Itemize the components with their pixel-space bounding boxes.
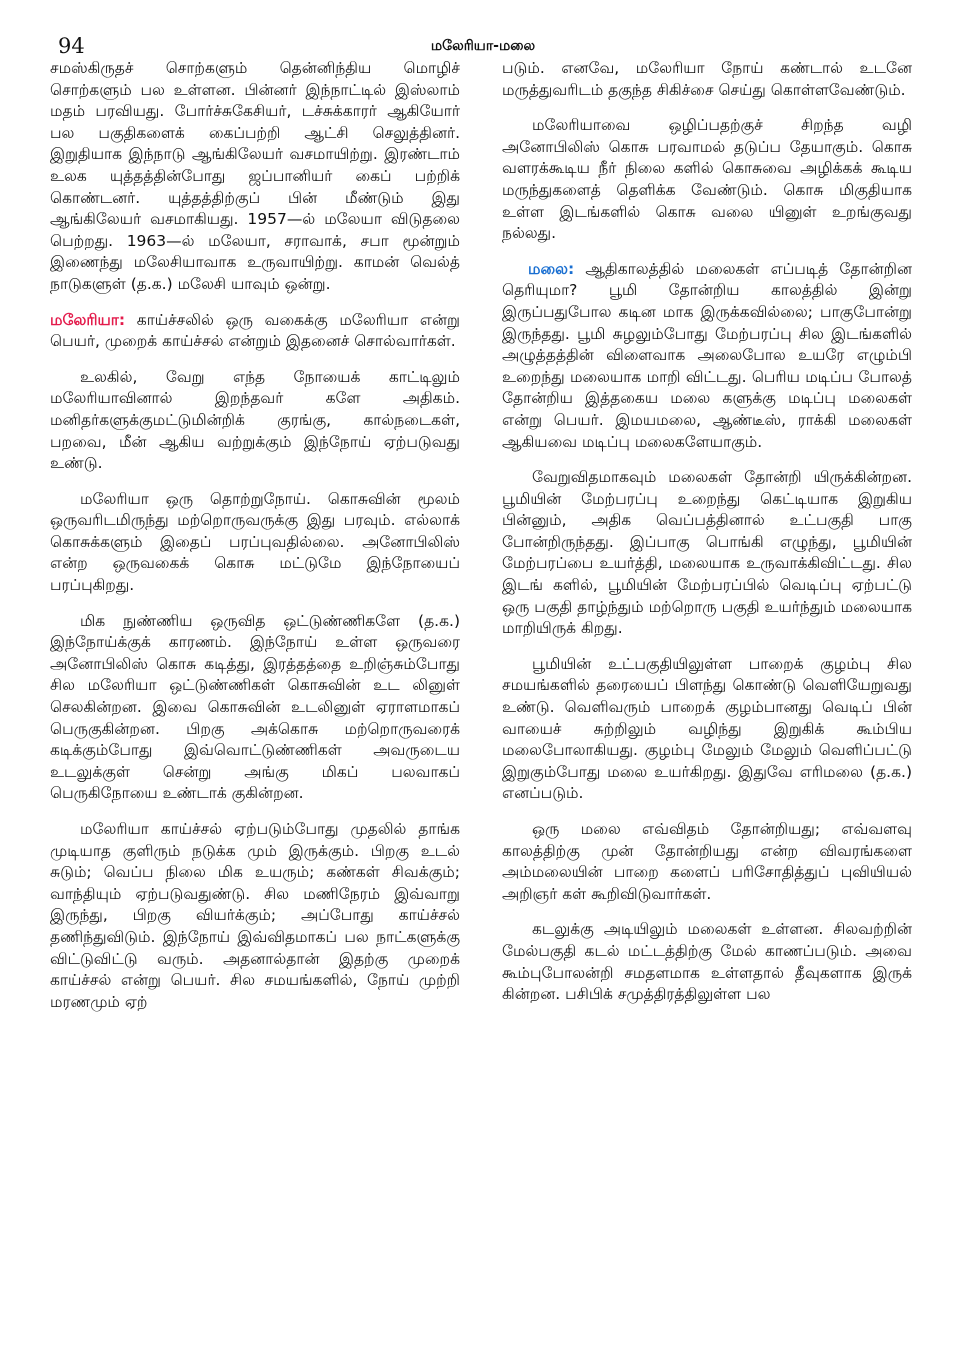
- running-head: மலேரியா-மலை: [430, 38, 536, 54]
- paragraph-mountain-age: ஒரு மலை எவ்விதம் தோன்றியது; எவ்வளவு காலத்திற்கு முன் தோன்றியது என்ற விவரங்களை அம்மலையின் பாறை களைப் பரிசோதித்துப் புவியியல் அறிஞர் கள் கூறிவிடுவார்கள்.: [502, 820, 912, 903]
- paragraph-volcano: பூமியின் உட்பகுதியிலுள்ள பாறைக் குழம்பு சில சமயங்களில் தரையைப் பிளந்து கொண்டு வெளியேறுவது உண்டு. வெளிவரும் பாறைக் குழம்பானது வெடிப் பின் வாயைச் சுற்றிலும் வழிந்து இறுகிக் கூம்பிய மலைபோலாகியது. குழம்பு மேலும் மேலும் வெளிப்பட்டு இறுகும்போது மலை உயர்கிறது. இதுவே எரிமலை (த.க.) எனப்படும்.: [502, 654, 912, 803]
- paragraph-malaria-parasites: மிக நுண்ணிய ஒருவித ஒட்டுண்ணிகளே (த.க.) இந்நோய்க்குக் காரணம். இந்நோய் உள்ள ஒருவரை அனோபிலிஸ் கொசு கடித்து, இரத்தத்தை உறிஞ்சும்போது சில மலேரியா ஒட்டுண்ணிகள் கொசுவின் உட லினுள் செலகின்றன. இவை கொசுவின் உடலினுள் ஏராளமாகப் பெருகுகின்றன. பிறகு அக்கொசு மற்றொருவரைக் கடிக்கும்போது இவ்வொட்டுண்ணிகள் அவருடைய உடலுக்குள் சென்று அங்கு மிகப் பலவாகப் பெருகிநோயை உண்டாக் குகின்றன.: [50, 611, 460, 803]
- entry-malaria-intro: [50, 310, 460, 353]
- entry-malai-intro: [502, 259, 912, 453]
- page-number: 94: [58, 34, 85, 58]
- entry-malai-intro-text: ஆதிகாலத்தில் மலைகள் எப்படித் தோன்றின தெரியுமா? பூமி தோன்றிய காலத்தில் இன்று இருப்பதுபோல கடின மாக இருக்கவில்லை; பாகுபோன்று இருந்தது. பூமி சுழலும்போது மேற்பரப்பு சில இடங்களில் அழுத்தத்தின் விளைவாக அலைபோல உயரே எழும்பி உறைந்து மலையாக மாறி விட்டது. பெரிய மடிப்ப போலத் தோன்றிய இத்தகைய மலை களுக்கு மடிப்பு மலைகள் என்று பெயர். இமயமலை, ஆண்டீஸ், ராக்கி மலைகள் ஆகியவை மடிப்பு மலைகளேயாகும்.: [502, 259, 912, 451]
- paragraph-malaria-contagion: மலேரியா ஒரு தொற்றுநோய். கொசுவின் மூலம் ஒருவரிடமிருந்து மற்றொருவருக்கு இது பரவும். எல்லாக் கொசுக்களும் இதைப் பரப்புவதில்லை. அனோபிலிஸ் என்ற ஒருவகைக் கொசு மட்டுமே இந்நோயைப் பரப்புகிறது.: [50, 489, 460, 595]
- paragraph-malaria-treatment: படும். எனவே, மலேரியா நோய் கண்டால் உடனே மருத்துவரிடம் தகுந்த சிகிச்சை செய்து கொள்ளவேண்டும்.: [502, 59, 912, 99]
- paragraph-malaria-symptoms: மலேரியா காய்ச்சல் ஏற்படும்போது முதலில் தாங்க முடியாத குளிரும் நடுக்க மும் இருக்கும். பிறகு உடல் சுடும்; வெப்ப நிலை மிக உயரும்; கண்கள் சிவக்கும்; வாந்தியும் ஏற்படுவதுண்டு. சில மணிநேரம் இவ்வாறு இருந்து, பிறகு வியர்க்கும்; அப்போது காய்ச்சல் தணிந்துவிடும். இந்நோய் இவ்விதமாகப் பல நாட்களுக்கு விட்டுவிட்டு வரும். அதனால்தான் இதற்கு முறைக் காய்ச்சல் என்று பெயர். சில சமயங்களில், நோய் முற்றி மரணமும் ஏற்: [50, 820, 460, 1011]
- right-column: [502, 58, 912, 1348]
- paragraph-mountain-formation: வேறுவிதமாகவும் மலைகள் தோன்றி யிருக்கின்றன. பூமியின் மேற்பரப்பு உறைந்து கெட்டியாக இறுகிய பின்னும், அதிக வெப்பத்தினால் உட்பகுதி பாகு போன்றிருந்தது. இப்பாகு பொங்கி எழுந்து, பூமியின் மேற்பரப்பை உயர்த்தி, மலையாக உருவாக்கிவிட்டது. சில இடங் களில், பூமியின் மேற்பரப்பில் வெடிப்பு ஏற்பட்டு ஒரு பகுதி தாழ்ந்தும் மற்றொரு பகுதி உயர்ந்தும் மலையாக மாறியிருக் கிறது.: [502, 468, 912, 638]
- paragraph-malaria-prevention: மலேரியாவை ஒழிப்பதற்குச் சிறந்த வழி அனோபிலிஸ் கொசு பரவாமல் தடுப்ப தேயாகும். கொசு வளரக்கூடிய நீர் நிலை களில் கொசுவை அழிக்கக் கூடிய மருந்துகளைத் தெளிக்க வேண்டும். கொசு மிகுதியாக உள்ள இடங்களில் கொசு வலை யினுள் உறங்குவது நல்லது.: [502, 116, 912, 243]
- entry-heading-malaria: மலேரியா:: [50, 310, 126, 329]
- entry-heading-malai: மலை:: [528, 259, 575, 278]
- entry-malaria-intro-text: காய்ச்சலில் ஒரு வகைக்கு மலேரியா என்று பெயர், முறைக் காய்ச்சல் என்றும் இதனைச் சொல்வார்கள்.: [50, 310, 460, 351]
- left-column: [50, 58, 460, 1348]
- paragraph-undersea-mountains: கடலுக்கு அடியிலும் மலைகள் உள்ளன. சிலவற்றின் மேல்பகுதி கடல் மட்டத்திற்கு மேல் காணப்படும். அவை கூம்புபோலன்றி சமதளமாக உள்ளதால் தீவுகளாக இருக் கின்றன. பசிபிக் சமுத்திரத்திலுள்ள பல: [502, 920, 912, 1004]
- paragraph-malaysia-continued: சமஸ்கிருதச் சொற்களும் தென்னிந்திய மொழிச் சொற்களும் பல உள்ளன. பின்னர் இந்நாட்டில் இஸ்லாம் மதம் பரவியது. போர்ச்சுகேசியர், டச்சுக்காரர் ஆகியோர் பல பகுதிகளைக் கைப்பற்றி ஆட்சி செலுத்தினர். இறுதியாக இந்நாடு ஆங்கிலேயர் வசமாயிற்று. இரண்டாம் உலக யுத்தத்தின்போது ஜப்பானியர் கைப் பற்றிக் கொண்டனர். யுத்தத்திற்குப் பின் மீண்டும் இது ஆங்கிலேயர் வசமாகியது. 1957—ல் மலேயா விடுதலை பெற்றது. 1963—ல் மலேயா, சராவாக், சபா மூன்றும் இணைந்து மலேசியாவாக உருவாயிற்று. காமன் வெல்த் நாடுகளுள் (த.க.) மலேசி யாவும் ஒன்று.: [50, 59, 460, 293]
- paragraph-malaria-deaths: உலகில், வேறு எந்த நோயைக் காட்டிலும் மலேரியாவினால் இறந்தவர் களே அதிகம். மனிதர்களுக்குமட்டுமின்றிக் குரங்கு, கால்நடைகள், பறவை, மீன் ஆகிய வற்றுக்கும் இந்நோய் ஏற்படுவது உண்டு.: [50, 367, 460, 473]
